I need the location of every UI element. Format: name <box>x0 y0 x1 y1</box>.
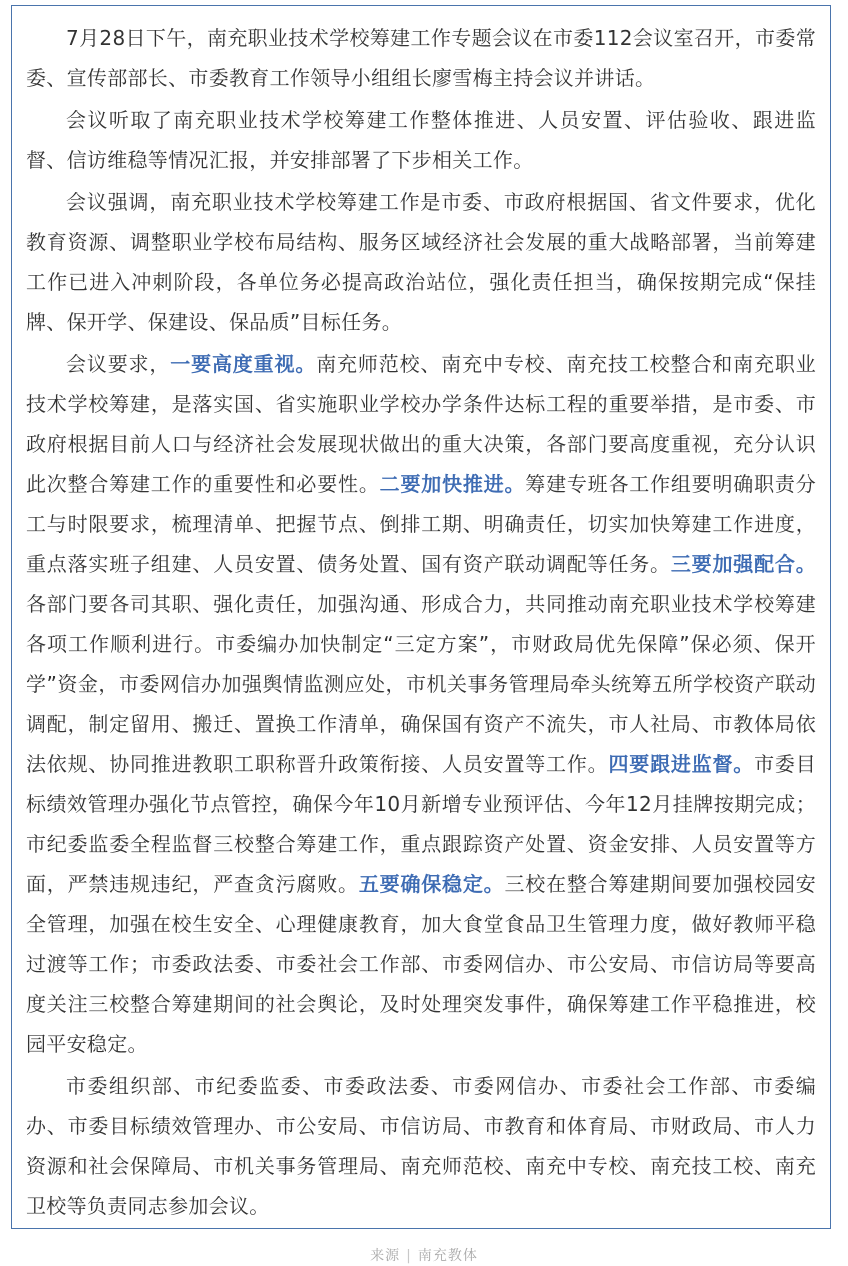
article-body <box>11 5 831 1229</box>
paragraph-emphasis <box>26 182 816 342</box>
highlight-phrase: 三要加强配合。 <box>670 552 816 576</box>
highlight-phrase: 一要高度重视。 <box>170 352 317 376</box>
highlight-phrase: 五要确保稳定。 <box>358 872 505 896</box>
paragraph-text: 会议听取了南充职业技术学校筹建工作整体推进、人员安置、评估验收、跟进监督、信访维稳等情况汇报，并安排部署了下步相关工作。 <box>26 108 816 172</box>
source-footer <box>0 1246 848 1266</box>
paragraph-requirements <box>26 344 816 1064</box>
paragraph-text: 南充师范校、南充中专校、南充技工校整合和南充职业技术学校筹建，是落实国、省实施职业学校办学条件达标工程的重要举措，是市委、市政府根据目前人口与经济社会发展现状做出的重大决策，各部门要高度重视，充分认识此次整合筹建工作的重要性和必要性。 <box>26 352 816 496</box>
paragraph-attendees <box>26 1066 816 1226</box>
highlight-phrase: 二要加快推进。 <box>379 472 526 496</box>
highlight-phrase: 四要跟进监督。 <box>608 752 755 776</box>
paragraph-text: 各部门要各司其职、强化责任，加强沟通、形成合力，共同推动南充职业技术学校筹建各项工作顺利进行。市委编办加快制定“三定方案”，市财政局优先保障”保必须、保开学”资金，市委网信办加强舆情监测应处，市机关事务管理局牵头统筹五所学校资产联动调配，制定留用、搬迁、置换工作清单，确保国有资产不流失，市人社局、市教体局依法依规、协同推进教职工职称晋升政策衔接、人员安置等工作。 <box>26 592 816 776</box>
source-name: 南充教体 <box>417 1248 478 1264</box>
paragraph-text: 市委组织部、市纪委监委、市委政法委、市委网信办、市委社会工作部、市委编办、市委目标绩效管理办、市公安局、市信访局、市教育和体育局、市财政局、市人力资源和社会保障局、市机关事务管理局、南充师范校、南充中专校、南充技工校、南充卫校等负责同志参加会议。 <box>26 1074 816 1218</box>
source-separator: | <box>406 1248 412 1264</box>
source-label: 来源 <box>370 1248 401 1264</box>
paragraph-reports <box>26 100 816 180</box>
paragraph-text: 筹建专班各工作组要明确职责分工与时限要求，梳理清单、把握节点、倒排工期、明确责任，切实加快筹建工作进度，重点落实班子组建、人员安置、债务处置、国有资产联动调配等任务。 <box>26 472 816 576</box>
paragraph-text: 会议强调，南充职业技术学校筹建工作是市委、市政府根据国、省文件要求，优化教育资源、调整职业学校布局结构、服务区域经济社会发展的重大战略部署，当前筹建工作已进入冲刺阶段，各单位务必提高政治站位，强化责任担当，确保按期完成“保挂牌、保开学、保建设、保品质”目标任务。 <box>26 190 816 334</box>
paragraph-text: 会议要求， <box>66 352 171 376</box>
paragraph-text: 7月28日下午，南充职业技术学校筹建工作专题会议在市委112会议室召开，市委常委、宣传部部长、市委教育工作领导小组组长廖雪梅主持会议并讲话。 <box>26 26 816 90</box>
paragraph-text: 三校在整合筹建期间要加强校园安全管理，加强在校生安全、心理健康教育，加大食堂食品卫生管理力度，做好教师平稳过渡等工作；市委政法委、市委社会工作部、市委网信办、市公安局、市信访局等要高度关注三校整合筹建期间的社会舆论，及时处理突发事件，确保筹建工作平稳推进，校园平安稳定。 <box>26 872 816 1056</box>
paragraph-meeting-intro <box>26 18 816 98</box>
paragraph-text: 市委目标绩效管理办强化节点管控，确保今年10月新增专业预评估、今年12月挂牌按期完成；市纪委监委全程监督三校整合筹建工作，重点跟踪资产处置、资金安排、人员安置等方面，严禁违规违纪，严查贪污腐败。 <box>26 752 816 896</box>
